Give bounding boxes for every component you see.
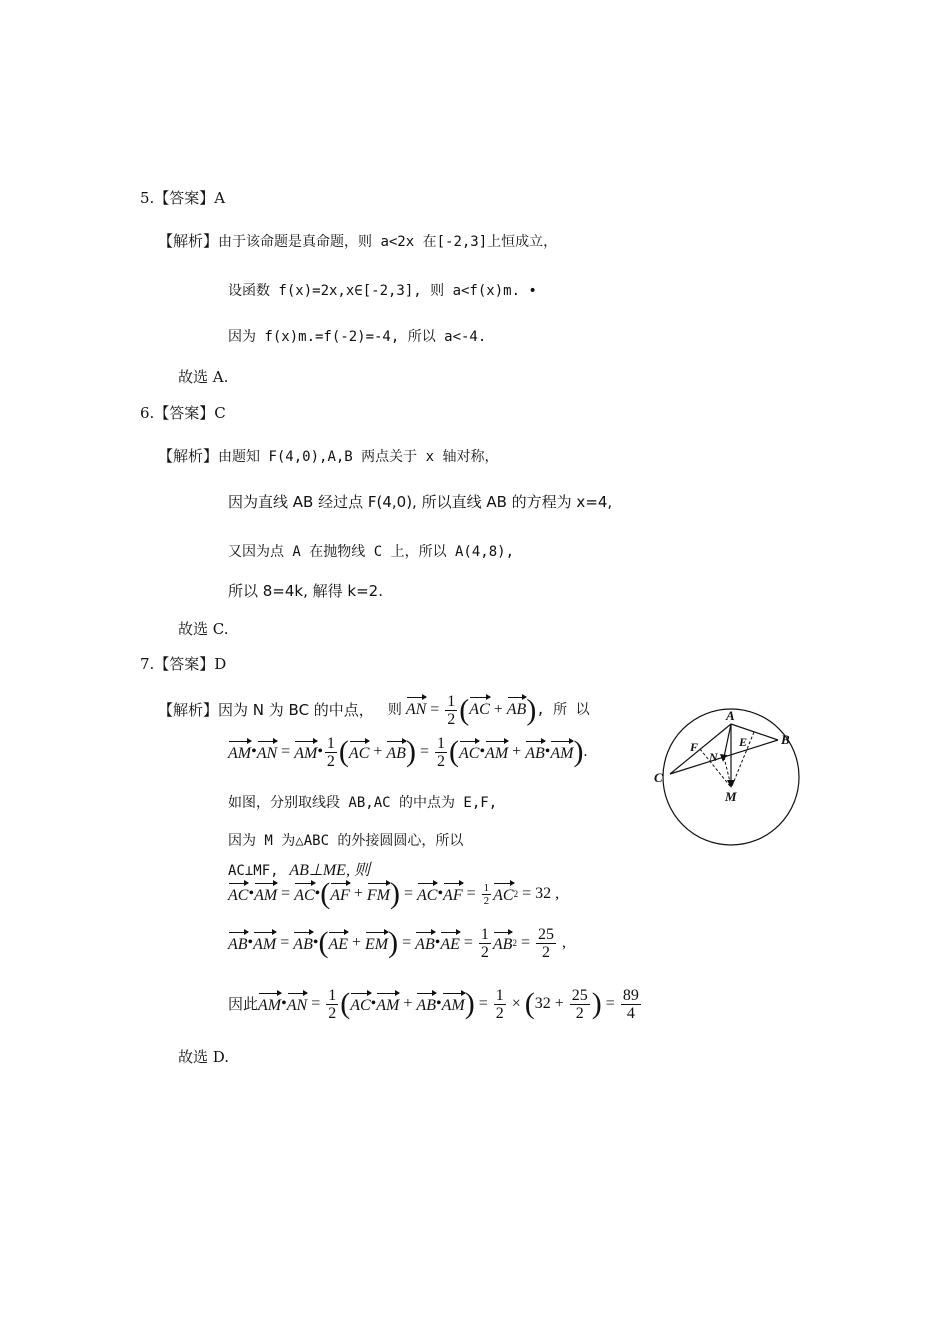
q5-line3: 因为 f(x)m.=f(-2)=-4, 所以 a<-4. [228, 329, 487, 345]
q6-title: 6.【答案】C [140, 404, 226, 422]
q7-line4: 因为 M 为△ABC 的外接圆圆心，所以 [228, 833, 464, 849]
q7-eq-ac-am: AC • AM = AC • ( AF + FM ) = AC • AF = $\frac{1}{2}$ AC 2 = 32 , [228, 877, 560, 910]
q7-line5-text: AC⊥MF, [228, 863, 279, 879]
q7-line3: 如图，分别取线段 AB,AC 的中点为 E,F, [228, 795, 498, 811]
segment-nm [724, 757, 731, 786]
q7-eq-final: 因此 AM • AN = $\frac{1}{2}$ ( AC • AM + AB • AM ) = $\frac{1}{2}$ × ( 32 + $\frac{25}{2}$ ) = $\frac{89}{4}$ [228, 986, 639, 1022]
q5-analysis [158, 231, 557, 252]
q7-line1-text: 因为 N 为 BC 的中点， [218, 701, 374, 719]
label-b: B [781, 732, 790, 747]
q7-line1-tail: , 所 以 [536, 702, 590, 718]
q6-conclusion: 故选 C. [178, 620, 229, 638]
label-a: A [726, 708, 735, 723]
q7-eq-am-an: AM • AN = AM • $\frac{1}{2}$ ( AC + AB ) = $\frac{1}{2}$ ( AC • AM + AB • AM ) . [228, 734, 588, 770]
analysis-label: 【解析】 [158, 701, 219, 719]
q5-title: 5.【答案】A [140, 189, 226, 207]
label-m: M [725, 789, 737, 804]
analysis-label: 【解析】 [158, 232, 219, 250]
q7-eq-an: AN = $\frac{1}{2}$ (AC + AB) [405, 692, 537, 728]
q7-conclusion: 故选 D. [178, 1048, 230, 1066]
q5-line2: 设函数 f(x)=2x,x∈[-2,3], 则 a<f(x)m. • [228, 283, 537, 299]
q6-line2: 因为直线 AB 经过点 F(4,0), 所以直线 AB 的方程为 x=4, [228, 493, 613, 511]
q6-line4: 所以 8=4k, 解得 k=2. [228, 582, 383, 600]
q7-eq-ab-am: AB • AM = AB • ( AE + EM ) = AB • AE = $\frac{1}{2}$ AB 2 = $\frac{25}{2}$ , [228, 925, 566, 961]
q7-line1-then: 则 [387, 702, 402, 718]
q7-title: 7.【答案】D [140, 655, 227, 673]
q7-line8-prefix: 因此 [228, 995, 259, 1013]
label-c: C [654, 770, 663, 785]
label-f: F [690, 740, 699, 754]
circumcircle-figure [650, 700, 810, 860]
q5-line1: 由于该命题是真命题，则 a<2x 在[-2,3]上恒成立， [218, 234, 558, 250]
q6-line1: 由题知 F(4,0),A,B 两点关于 x 轴对称， [218, 449, 499, 465]
q6-line3: 又因为点 A 在抛物线 C 上，所以 A(4,8), [228, 544, 515, 560]
analysis-label: 【解析】 [158, 447, 219, 465]
q6-analysis [158, 446, 498, 467]
q7-line5-math: AB⊥ME, 则 [289, 862, 370, 879]
label-e: E [739, 735, 748, 749]
q5-conclusion: 故选 A. [178, 368, 229, 386]
label-n: N [709, 750, 718, 764]
